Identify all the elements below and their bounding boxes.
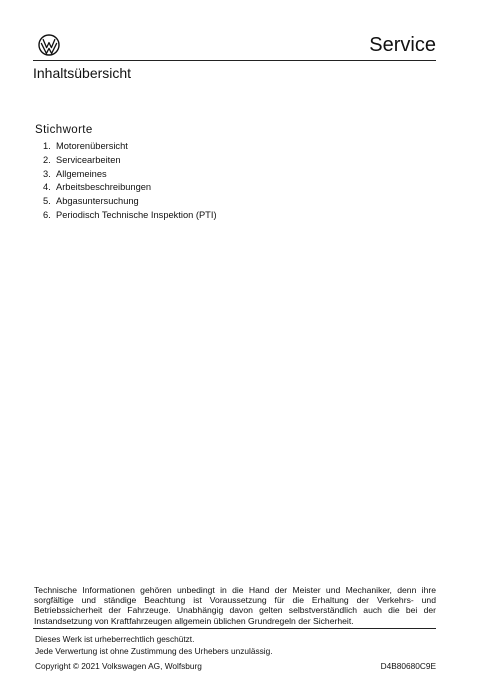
toc-item-servicearbeiten[interactable] [43,154,217,168]
page-title: Inhaltsübersicht [33,65,132,81]
copyright-line: Copyright © 2021 Volkswagen AG, Wolfsburg [35,661,202,671]
toc-item-number: 1. [43,141,51,151]
toc-item-label: Periodisch Technische Inspektion (PTI) [56,209,217,220]
toc-item-number: 3. [43,168,51,179]
copyright-notice-line: Jede Verwertung ist ohne Zustimmung des Urhebers unzulässig. [35,645,273,656]
safety-notice: Technische Informationen gehören unbedingt in die Hand der Meister und Mechaniker, denn ihre sorgfältige und ständige Beachtung ist Voraussetzung für die Erhaltung der Verkehrs- und Betriebssicherheit der Fahrzeuge. Unabhängig davon gelten selbstverständlich auch die bei der Instandsetzung von Kraftfahrzeugen allgemein üblichen Grundregeln der Sicherheit. [34,585,436,626]
toc-item-number: 4. [43,182,51,193]
header-divider [33,60,436,61]
footer-divider [33,628,436,629]
header-title: Service [369,34,436,56]
toc-item-motorenuebersicht[interactable] [43,140,217,154]
document-id: D4B80680C9E [380,661,436,671]
toc-item-label: Abgasuntersuchung [56,196,139,207]
toc-item-arbeitsbeschreibungen[interactable] [43,181,217,195]
vw-logo-icon [38,34,60,56]
toc-list [43,140,217,223]
toc-item-label: Arbeitsbeschreibungen [56,182,152,193]
toc-item-number: 5. [43,196,51,207]
toc-item-number: 6. [43,209,51,220]
toc-item-abgasuntersuchung[interactable] [43,195,217,209]
toc-item-label: Servicearbeiten [56,154,121,165]
copyright-notice [35,634,273,657]
toc-item-label: Allgemeines [56,168,107,179]
section-heading: Stichworte [35,124,93,136]
toc-item-allgemeines[interactable] [43,168,217,182]
toc-item-number: 2. [43,154,51,165]
toc-item-pti[interactable] [43,209,217,223]
copyright-notice-line: Dieses Werk ist urheberrechtlich geschützt. [35,634,195,644]
toc-item-label: Motorenübersicht [56,141,128,151]
